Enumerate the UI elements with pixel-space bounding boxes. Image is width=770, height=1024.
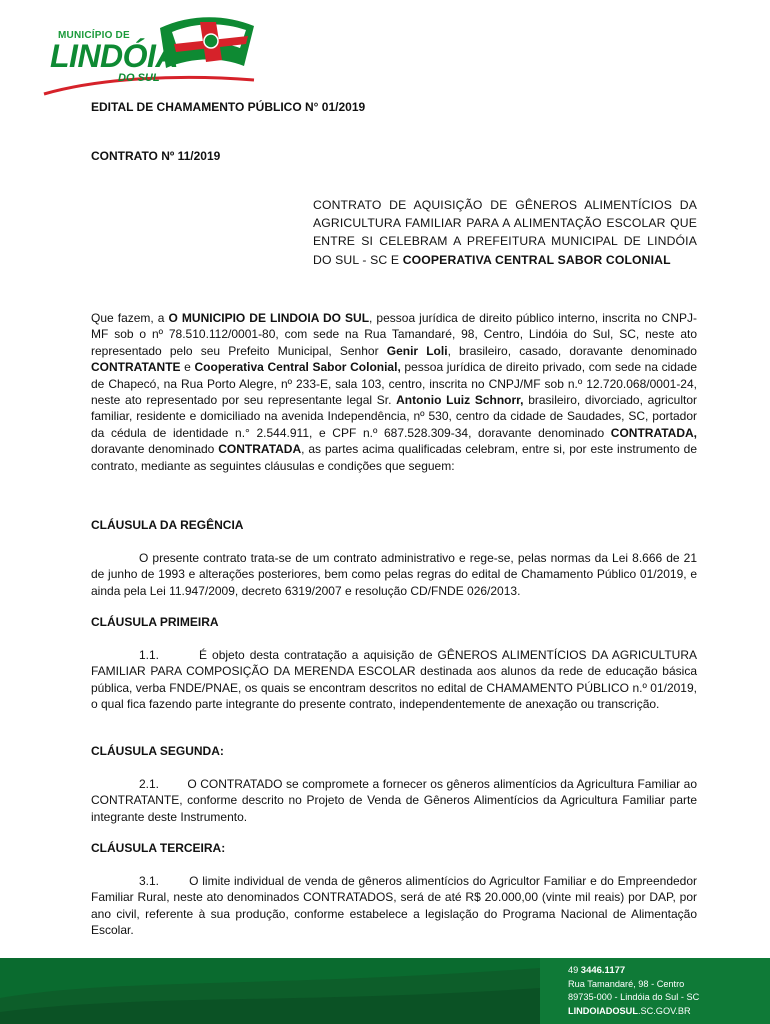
clause-regencia-body: O presente contrato trata-se de um contrato administrativo e rege-se, pelas normas da Lei 8.666 de 21 de junho de 1993 e alterações posteriores, bem como pelas regras do edital de Chamamento Público 01/2019, e ainda pela Lei 11.947/2009, decreto 6319/2007 e resolução CD/FNDE 026/2013. — [91, 551, 697, 598]
field-pattern-icon — [0, 958, 540, 1024]
intro-text: e — [180, 360, 195, 375]
clause-number: 2.1. — [139, 777, 160, 791]
logo-city-name: LINDÓIA — [50, 38, 179, 74]
intro-bold: O MUNICIPIO DE LINDOIA DO SUL — [168, 311, 370, 325]
intro-bold: Cooperativa Central Sabor Colonial, — [194, 360, 401, 375]
intro-bold: CONTRATADA — [218, 442, 302, 457]
intro-bold: CONTRATADA, — [610, 425, 697, 440]
contract-title — [313, 196, 697, 269]
footer-decoration — [0, 958, 540, 1024]
edital-heading: EDITAL DE CHAMAMENTO PÚBLICO N° 01/2019 — [91, 100, 366, 114]
clause-number: 3.1. — [139, 874, 160, 888]
footer-address-line2: 89735-000 - Lindóia do Sul - SC — [568, 992, 700, 1003]
contract-title-bold: COOPERATIVA CENTRAL SABOR COLONIAL — [402, 252, 671, 267]
intro-bold: Genir Loli — [386, 343, 448, 358]
footer-site-domain[interactable]: .SC.GOV.BR — [637, 1005, 691, 1016]
intro-paragraph — [91, 310, 697, 474]
intro-text: Que fazem, a — [91, 311, 169, 325]
footer-phone: 3446.1177 — [580, 965, 626, 976]
intro-text: , pessoa jurídica de direito público interno, inscrita no CNPJ-MF sob o nº 78.510.112/0001-80, com sede na Rua Tamandaré, 98, Centro, Lindóia do Sul, SC, neste ato representado pelo seu Prefeito Municipal, Senhor — [91, 311, 697, 358]
intro-text: doravante denominado — [91, 442, 219, 457]
clause-segunda-text — [91, 776, 697, 825]
municipality-logo — [40, 8, 260, 100]
clause-terceira-text — [91, 873, 697, 939]
intro-text: brasileiro, divorciado, agricultor familiar, residente e domiciliado na avenida Independência, nº 530, centro da cidade de Saudades, SC, portador da cédula de identidade n.° 2.544.911, e CPF n.º 687.528.309-34, doravante denominado — [91, 393, 697, 440]
clause-regencia-text — [91, 550, 697, 599]
contract-title-text: CONTRATO DE AQUISIÇÃO DE GÊNEROS ALIMENTÍCIOS DA AGRICULTURA FAMILIAR PARA A ALIMENTAÇÃO ESCOLAR QUE ENTRE SI CELEBRAM A PREFEITURA MUNICIPAL DE LINDÓIA DO SUL - SC E — [313, 198, 697, 267]
footer-contact — [568, 964, 699, 1018]
clause-segunda-title: CLÁUSULA SEGUNDA: — [91, 744, 224, 758]
intro-bold: Antonio Luiz Schnorr, — [396, 393, 524, 408]
intro-text: , brasileiro, casado, doravante denominado — [447, 343, 697, 358]
clause-primeira-title: CLÁUSULA PRIMEIRA — [91, 615, 219, 629]
logo-municipality-label: MUNICÍPIO DE — [58, 30, 130, 41]
footer-site-bold[interactable]: LINDOIADOSUL — [568, 1005, 638, 1016]
footer-address-line1: Rua Tamandaré, 98 - Centro — [568, 978, 685, 989]
clause-regencia-title: CLÁUSULA DA REGÊNCIA — [91, 518, 244, 532]
clause-number: 1.1. — [139, 648, 160, 662]
footer-phone-prefix: 49 — [568, 965, 581, 975]
clause-primeira-body: É objeto desta contratação a aquisição de GÊNEROS ALIMENTÍCIOS DA AGRICULTURA FAMILIAR PARA COMPOSIÇÃO DA MERENDA ESCOLAR destinada aos alunos da rede de educação básica pública, verba FNDE/PNAE, os quais se encontram descritos no edital de CHAMAMENTO PÚBLICO n.º 01/2019, o qual fica fazendo parte integrante do presente contrato, independentemente de anexação ou transcrição. — [91, 648, 697, 712]
logo-city-suffix: DO SUL — [118, 72, 160, 84]
contrato-heading: CONTRATO Nº 11/2019 — [91, 149, 221, 163]
intro-text: pessoa jurídica de direito privado, com sede na cidade de Chapecó, na Rua Porto Alegre, nº 233-E, sala 103, centro, inscrita no CNPJ/MF sob n.º 12.720.068/0001-24, neste ato representado por seu representante legal Sr. — [91, 360, 698, 408]
intro-bold: CONTRATANTE — [91, 360, 181, 375]
clause-terceira-body: O limite individual de venda de gêneros alimentícios do Agricultor Familiar e do Empreendedor Familiar Rural, neste ato denominados CONTRATADOS, será de até R$ 20.000,00 (vinte mil reais) por DAP, por ano civil, referente à sua produção, conforme estabelece a legislação do Programa Nacional de Alimentação Escolar. — [91, 874, 698, 938]
page-footer — [0, 958, 770, 1024]
clause-primeira-text — [91, 647, 697, 713]
clause-segunda-body: O CONTRATADO se compromete a fornecer os gêneros alimentícios da Agricultura Familiar ao CONTRATANTE, conforme descrito no Projeto de Venda de Gêneros Alimentícios da Agricultura Familiar parte integrante deste Instrumento. — [91, 777, 698, 824]
clause-terceira-title: CLÁUSULA TERCEIRA: — [91, 841, 226, 855]
intro-text: , as partes acima qualificadas celebram, entre si, por este instrumento de contrato, mediante as seguintes cláusulas e condições que seguem: — [91, 442, 697, 473]
